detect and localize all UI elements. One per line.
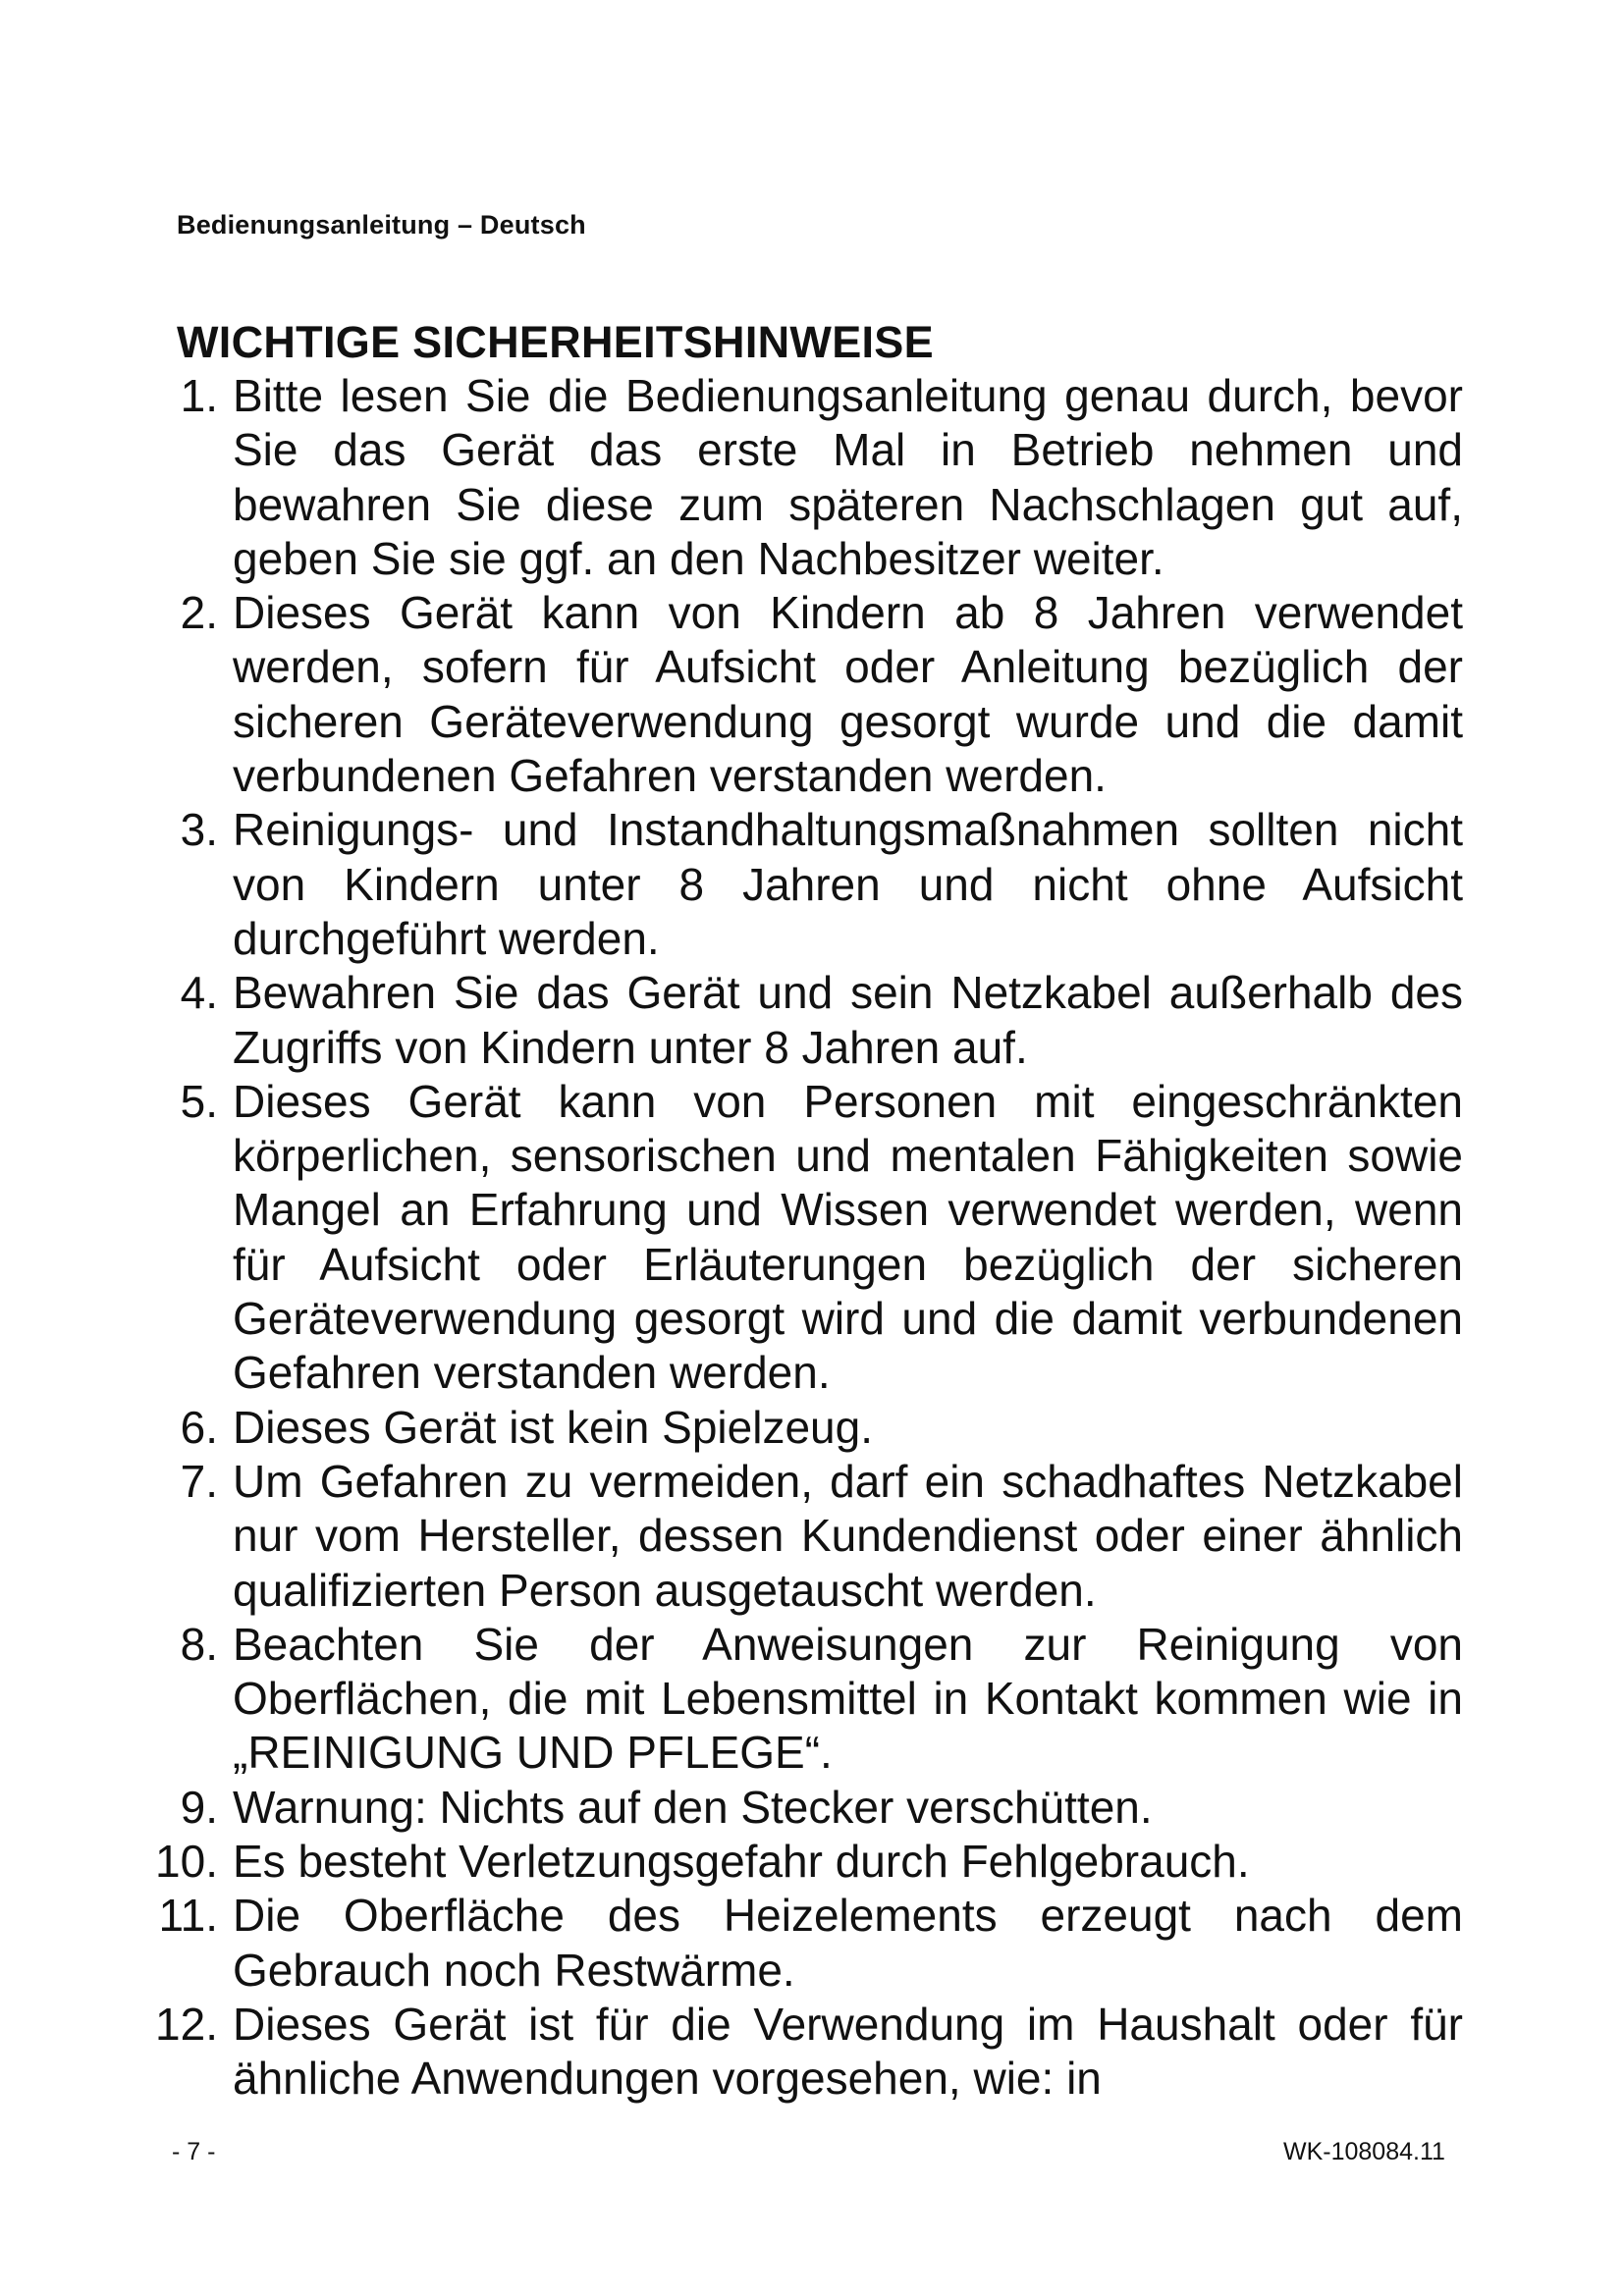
list-item xyxy=(137,966,1463,1075)
item-number: 1. xyxy=(180,370,218,421)
item-text: Die Oberfläche des Heizelements erzeugt nach dem Gebrauch noch Restwärme. xyxy=(233,1890,1463,1996)
item-number: 3. xyxy=(180,804,218,856)
item-text: Dieses Gerät ist kein Spielzeug. xyxy=(233,1401,873,1453)
page-number: - 7 - xyxy=(172,2138,216,2165)
item-text: Dieses Gerät kann von Kindern ab 8 Jahren verwendet werden, sofern für Aufsicht oder Anleitung bezüglich der sicheren Geräteverwendung gesorgt wurde und die damit verbundenen Gefahren verstanden werden. xyxy=(233,587,1463,802)
item-number: 10. xyxy=(155,1836,218,1888)
item-text: Bewahren Sie das Gerät und sein Netzkabel außerhalb des Zugriffs von Kindern unter 8 Jahren auf. xyxy=(233,967,1463,1073)
item-text: Dieses Gerät kann von Personen mit eingeschränkten körperlichen, sensorischen und mentalen Fähigkeiten sowie Mangel an Erfahrung und Wissen verwendet werden, wenn für Aufsicht oder Erläuterungen bezüglich der sicheren Geräteverwendung gesorgt wird und die damit verbundenen Gefahren verstanden werden. xyxy=(233,1075,1463,1399)
item-number: 7. xyxy=(180,1455,218,1507)
item-text: Reinigungs- und Instandhaltungsmaßnahmen sollten nicht von Kindern unter 8 Jahren und nicht ohne Aufsicht durchgeführt werden. xyxy=(233,804,1463,964)
list-item xyxy=(137,1401,1463,1455)
safety-instructions-list xyxy=(137,369,1463,2107)
list-item xyxy=(137,1889,1463,1998)
item-number: 12. xyxy=(155,1998,218,2050)
list-item xyxy=(137,1835,1463,1889)
item-number: 9. xyxy=(180,1781,218,1833)
item-number: 6. xyxy=(180,1401,218,1453)
item-text: Es besteht Verletzungsgefahr durch Fehlgebrauch. xyxy=(233,1836,1250,1888)
list-item xyxy=(137,1075,1463,1401)
item-number: 11. xyxy=(158,1890,218,1942)
document-id: WK-108084.11 xyxy=(1283,2138,1445,2165)
list-item xyxy=(137,1781,1463,1835)
section-title: WICHTIGE SICHERHEITSHINWEISE xyxy=(177,317,934,367)
item-number: 4. xyxy=(180,967,218,1019)
list-item xyxy=(137,1455,1463,1618)
list-item xyxy=(137,1998,1463,2107)
list-item xyxy=(137,369,1463,586)
list-item xyxy=(137,586,1463,803)
item-text: Beachten Sie der Anweisungen zur Reinigung von Oberflächen, die mit Lebensmittel in Kontakt kommen wie in „REINIGUNG UND PFLEGE“. xyxy=(233,1618,1463,1779)
item-number: 8. xyxy=(180,1618,218,1670)
list-item xyxy=(137,1618,1463,1781)
item-text: Bitte lesen Sie die Bedienungsanleitung genau durch, bevor Sie das Gerät das erste Mal in Betrieb nehmen und bewahren Sie diese zum späteren Nachschlagen gut auf, geben Sie sie ggf. an den Nachbesitzer weiter. xyxy=(233,370,1463,584)
list-item xyxy=(137,803,1463,966)
item-number: 2. xyxy=(180,587,218,639)
item-text: Um Gefahren zu vermeiden, darf ein schadhaftes Netzkabel nur vom Hersteller, dessen Kundendienst oder einer ähnlich qualifizierten Person ausgetauscht werden. xyxy=(233,1455,1463,1616)
page-header: Bedienungsanleitung – Deutsch xyxy=(177,210,586,240)
item-number: 5. xyxy=(180,1075,218,1127)
item-text: Warnung: Nichts auf den Stecker verschütten. xyxy=(233,1781,1153,1833)
item-text: Dieses Gerät ist für die Verwendung im Haushalt oder für ähnliche Anwendungen vorgesehen, wie: in xyxy=(233,1998,1463,2105)
